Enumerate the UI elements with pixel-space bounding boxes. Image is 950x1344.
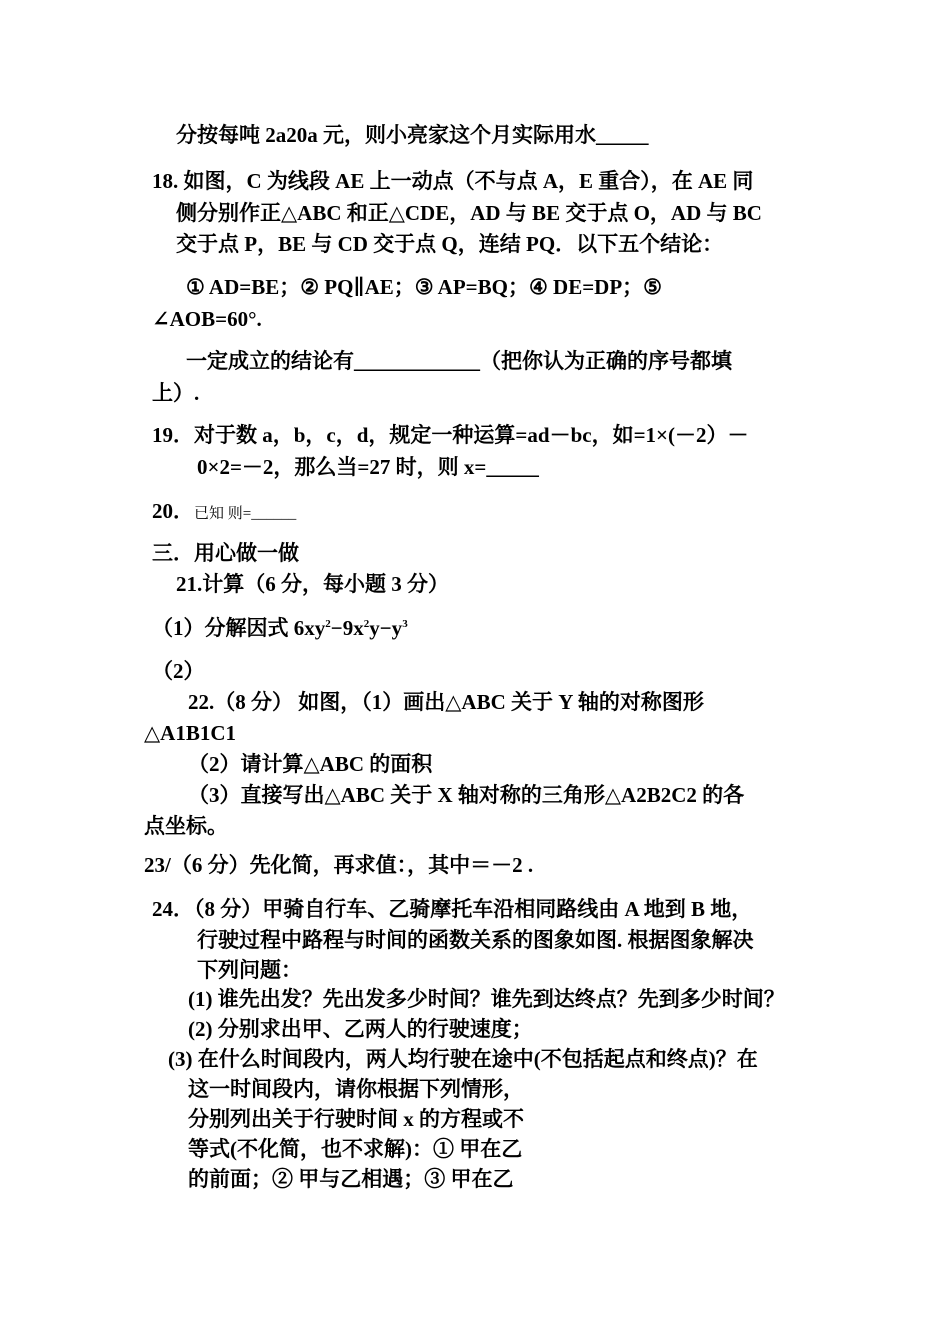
text-line: 点坐标。 xyxy=(144,814,228,838)
question-19: 19．对于数 a，b，c，d，规定一种运算=ad－bc，如=1×(－2）－ xyxy=(152,423,749,447)
formula-part: −9x xyxy=(330,616,364,640)
text-line: 0×2=－2，那么当=27 时，则 x=_____ xyxy=(197,455,539,479)
exponent: 2 xyxy=(363,618,370,630)
question-22: 22.（8 分） 如图，（1）画出△ABC 关于 Y 轴的对称图形 xyxy=(188,690,704,714)
question-text: 已知 则=______ xyxy=(194,506,297,522)
text-line: 上）. xyxy=(152,381,200,405)
text-line: (1) 谁先出发？先出发多少时间？谁先到达终点？先到多少时间？ xyxy=(188,987,785,1011)
text-line: 的前面；② 甲与乙相遇；③ 甲在乙 xyxy=(188,1167,514,1191)
formula-part: y−y xyxy=(369,616,403,640)
text-line: （2） xyxy=(152,659,205,683)
text-line xyxy=(152,615,408,641)
text-line: 分别列出关于行驶时间 x 的方程或不 xyxy=(188,1107,524,1131)
text-line: （2）请计算△ABC 的面积 xyxy=(188,752,433,776)
question-18: 18. 如图，C 为线段 AE 上一动点（不与点 A，E 重合），在 AE 同 xyxy=(152,169,754,193)
question-number: 20． xyxy=(152,499,194,523)
question-24: 24．（8 分）甲骑自行车、乙骑摩托车沿相同路线由 A 地到 B 地， xyxy=(152,897,753,921)
text-line: （3）直接写出△ABC 关于 X 轴对称的三角形△A2B2C2 的各 xyxy=(188,783,745,807)
text-line: 交于点 P，BE 与 CD 交于点 Q，连结 PQ．以下五个结论： xyxy=(176,232,724,256)
text-line: △A1B1C1 xyxy=(144,721,236,745)
text-line: 下列问题： xyxy=(197,958,302,982)
text-line: ① AD=BE；② PQ∥AE；③ AP=BQ；④ DE=DP；⑤ xyxy=(186,275,663,299)
question-21: 21.计算（6 分，每小题 3 分） xyxy=(176,572,449,596)
text-line: 侧分别作正△ABC 和正△CDE，AD 与 BE 交于点 O，AD 与 BC xyxy=(176,201,762,225)
text-line: ∠AOB=60°. xyxy=(152,307,262,331)
question-20 xyxy=(152,498,296,527)
text-line: 行驶过程中路程与时间的函数关系的图象如图. 根据图象解决 xyxy=(197,928,754,952)
text-line: (2) 分别求出甲、乙两人的行驶速度； xyxy=(188,1017,533,1041)
question-23: 23/（6 分）先化简，再求值：，其中＝－2 . xyxy=(144,853,534,877)
text-line: 分按每吨 2a20a 元，则小亮家这个月实际用水_____ xyxy=(176,123,649,147)
text-line: 这一时间段内，请你根据下列情形， xyxy=(188,1077,524,1101)
formula-part: （1）分解因式 6xy xyxy=(152,616,326,640)
text-line: (3) 在什么时间段内，两人均行驶在途中(不包括起点和终点)？在 xyxy=(168,1047,758,1071)
text-line: 一定成立的结论有____________（把你认为正确的序号都填 xyxy=(186,349,732,373)
exponent: 2 xyxy=(325,618,331,630)
section-heading: 三．用心做一做 xyxy=(152,541,299,565)
exponent: 3 xyxy=(402,618,408,630)
text-line: 等式(不化简，也不求解)：① 甲在乙 xyxy=(188,1137,523,1161)
